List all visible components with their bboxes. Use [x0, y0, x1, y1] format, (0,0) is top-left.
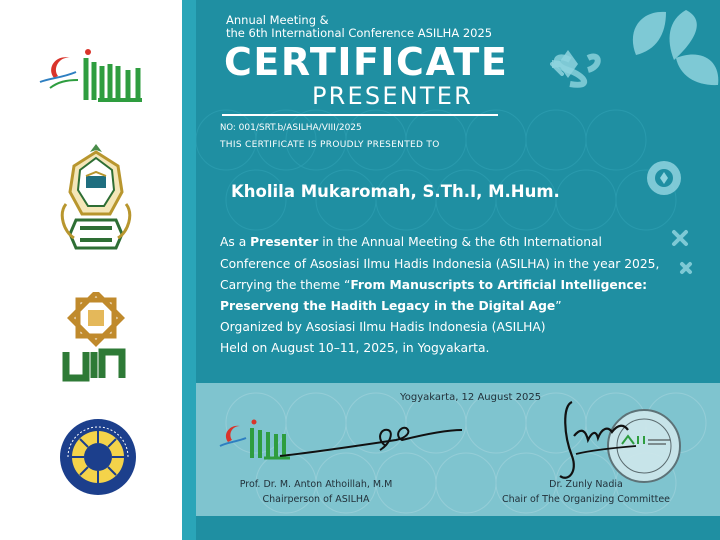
certificate-title: CERTIFICATE [224, 40, 509, 84]
body-line-1: As a Presenter in the Annual Meeting & the 6th International [220, 235, 602, 249]
recipient-name: Kholila Mukaromah, S.Th.I, M.Hum. [231, 182, 560, 201]
right-signatory-name: Dr. Zunly Nadia [549, 479, 623, 490]
title-underline [222, 114, 498, 116]
certificate-subtitle: PRESENTER [312, 82, 473, 110]
event-header-line1: Annual Meeting & [226, 13, 329, 27]
cross-ornament-icon [674, 232, 690, 272]
body-line-5: Organized by Asosiasi Ilmu Hadis Indonesia (ASILHA) [220, 320, 546, 334]
certificate-number-value: 001/SRT.b/ASILHA/VIII/2025 [238, 123, 362, 133]
right-signature-block [486, 396, 686, 516]
certificate-number [220, 123, 362, 133]
right-signatory-role: Chair of The Organizing Committee [501, 494, 671, 505]
certificate-number-label: NO: [220, 123, 236, 133]
uin-logo [62, 292, 134, 386]
logo-sidebar [0, 0, 182, 540]
asilha-logo [36, 42, 152, 106]
bottom-strip [196, 516, 720, 540]
right-signature-icon [552, 396, 672, 486]
emblem-logo [58, 142, 134, 260]
flower-ornament-icon [633, 10, 718, 85]
body-line-2: Conference of Asosiasi Ilmu Hadis Indonesia (ASILHA) in the year 2025, [220, 257, 660, 271]
left-signatory-name: Prof. Dr. M. Anton Athoillah, M.M [239, 479, 393, 490]
sidebar-divider [182, 0, 196, 540]
left-signatory-role: Chairperson of ASILHA [262, 494, 370, 505]
body-line-3: Carrying the theme “From Manuscripts to Artificial Intelligence: [220, 278, 648, 292]
left-signature-icon [276, 416, 466, 466]
body-line-4: Preserveng the Hadith Legacy in the Digital Age” [220, 299, 562, 313]
presented-to-text: THIS CERTIFICATE IS PROUDLY PRESENTED TO [220, 140, 440, 150]
medallion-icon [647, 161, 681, 195]
left-signature-block [226, 412, 406, 512]
uad-logo [58, 417, 138, 497]
event-header-line2: the 6th International Conference ASILHA 2025 [226, 26, 493, 40]
place-date: Yogyakarta, 12 August 2025 [400, 392, 542, 403]
body-line-6: Held on August 10–11, 2025, in Yogyakarta. [220, 341, 490, 355]
